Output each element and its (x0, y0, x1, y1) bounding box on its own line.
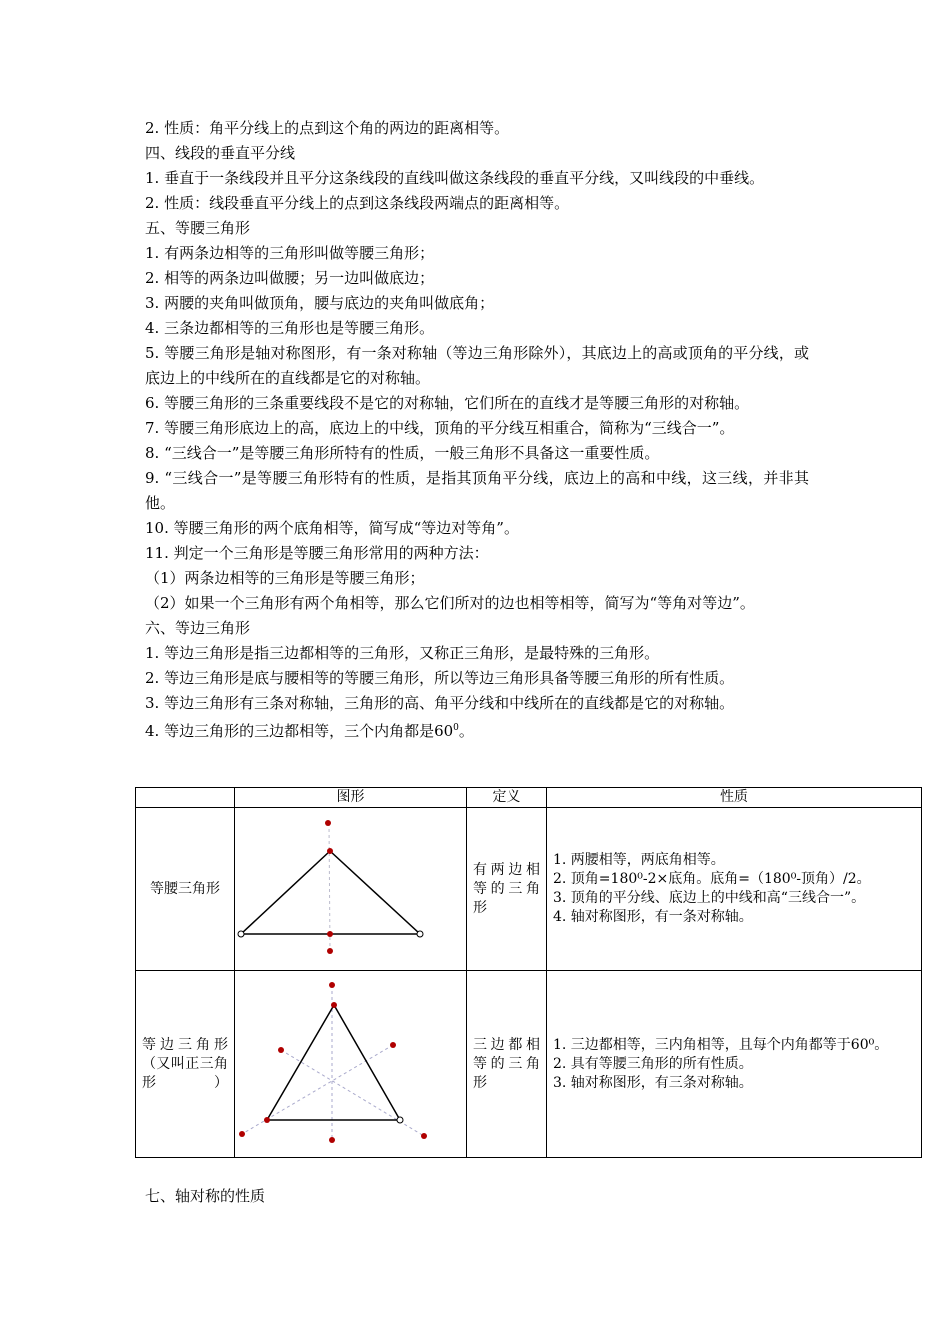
point (329, 1137, 335, 1143)
paragraph: 9. “三线合一”是等腰三角形特有的性质，是指其顶角平分线，底边上的高和中线，这三线，并非其他。 (145, 469, 809, 512)
paragraph: 1. 等边三角形是指三边都相等的三角形，又称正三角形，是最特殊的三角形。 (145, 644, 660, 662)
point (239, 1131, 245, 1137)
superscript: 0 (453, 723, 459, 733)
paragraph: 8. “三线合一”是等腰三角形所特有的性质，一般三角形不具备这一重要性质。 (145, 444, 660, 462)
paragraph: （2）如果一个三角形有两个角相等，那么它们所对的边也相等相等，简写为“等角对等边”。 (145, 594, 755, 612)
property: 1. 两腰相等，两底角相等。 (553, 852, 725, 868)
point (325, 820, 331, 826)
section-heading: 七、轴对称的性质 (145, 1187, 266, 1205)
point (421, 1133, 427, 1139)
paragraph: 2. 性质：线段垂直平分线上的点到这条线段两端点的距离相等。 (145, 194, 570, 212)
paragraph: 6. 等腰三角形的三条重要线段不是它的对称轴，它们所在的直线才是等腰三角形的对称轴。 (145, 394, 750, 412)
section-heading: 五、等腰三角形 (145, 219, 251, 237)
property: 4. 轴对称图形，有一条对称轴。 (553, 909, 753, 925)
property: 3. 轴对称图形，有三条对称轴。 (553, 1074, 753, 1091)
point (327, 948, 333, 954)
point (327, 931, 333, 937)
triangle (241, 851, 420, 934)
paragraph: 5. 等腰三角形是轴对称图形，有一条对称轴（等边三角形除外），其底边上的高或顶角的平分线，或底边上的中线所在的直线都是它的对称轴。 (145, 344, 809, 387)
text: 。 (458, 722, 474, 740)
paragraph: （1）两条边相等的三角形是等腰三角形； (145, 569, 425, 587)
paragraph: 11. 判定一个三角形是等腰三角形常用的两种方法： (145, 544, 489, 562)
point (329, 982, 335, 988)
paragraph: 3. 等边三角形有三条对称轴，三角形的高、角平分线和中线所在的直线都是它的对称轴。 (145, 694, 735, 712)
paragraph: 10. 等腰三角形的两个底角相等，简写成“等边对等角”。 (145, 519, 519, 537)
point (417, 931, 423, 937)
paragraph: 7. 等腰三角形底边上的高，底边上的中线，顶角的平分线互相重合，简称为“三线合一”。 (145, 419, 735, 437)
paragraph: 2. 相等的两条边叫做腰；另一边叫做底边； (145, 269, 435, 287)
equilateral-triangle-figure (239, 982, 427, 1143)
property: 1. 三边都相等，三内角相等，且每个内角都等于60⁰。 (553, 1036, 889, 1053)
row-name: 等边三角形（又叫正三角形） (136, 971, 235, 1158)
paragraph: 1. 垂直于一条线段并且平分这条线段的直线叫做这条线段的垂直平分线，又叫线段的中垂线。 (145, 169, 765, 187)
property: 3. 顶角的平分线、底边上的中线和高“三线合一”。 (553, 890, 866, 906)
triangle (267, 1005, 400, 1120)
paragraph: 3. 两腰的夹角叫做顶角，腰与底边的夹角叫做底角； (145, 294, 495, 312)
point (278, 1047, 284, 1053)
point (238, 931, 244, 937)
point (264, 1117, 270, 1123)
paragraph: 4. 三条边都相等的三角形也是等腰三角形。 (145, 319, 435, 337)
paragraph: 2. 性质：角平分线上的点到这个角的两边的距离相等。 (145, 119, 510, 137)
point (390, 1042, 396, 1048)
definition-cell: 有两边相等的三角形 (467, 808, 547, 971)
section-heading: 四、线段的垂直平分线 (145, 144, 296, 162)
definition-cell: 三边都相等的三角形 (467, 971, 547, 1158)
point (327, 848, 333, 854)
paragraph: 1. 有两条边相等的三角形叫做等腰三角形； (145, 244, 435, 262)
section-heading: 六、等边三角形 (145, 619, 251, 637)
header-cell: 图形 (235, 788, 467, 808)
row-name: 等腰三角形 (136, 808, 235, 971)
property: 2. 具有等腰三角形的所有性质。 (553, 1055, 753, 1072)
property: 2. 顶角=180⁰-2×底角。底角=（180⁰-顶角）/2。 (553, 871, 871, 887)
header-cell: 定义 (467, 788, 547, 808)
text: 4. 等边三角形的三边都相等，三个内角都是60 (145, 722, 454, 740)
point (331, 1002, 337, 1008)
paragraph: 2. 等边三角形是底与腰相等的等腰三角形，所以等边三角形具备等腰三角形的所有性质。 (145, 669, 735, 687)
isosceles-triangle-figure (238, 820, 423, 954)
point (397, 1117, 403, 1123)
header-cell: 性质 (547, 788, 922, 808)
